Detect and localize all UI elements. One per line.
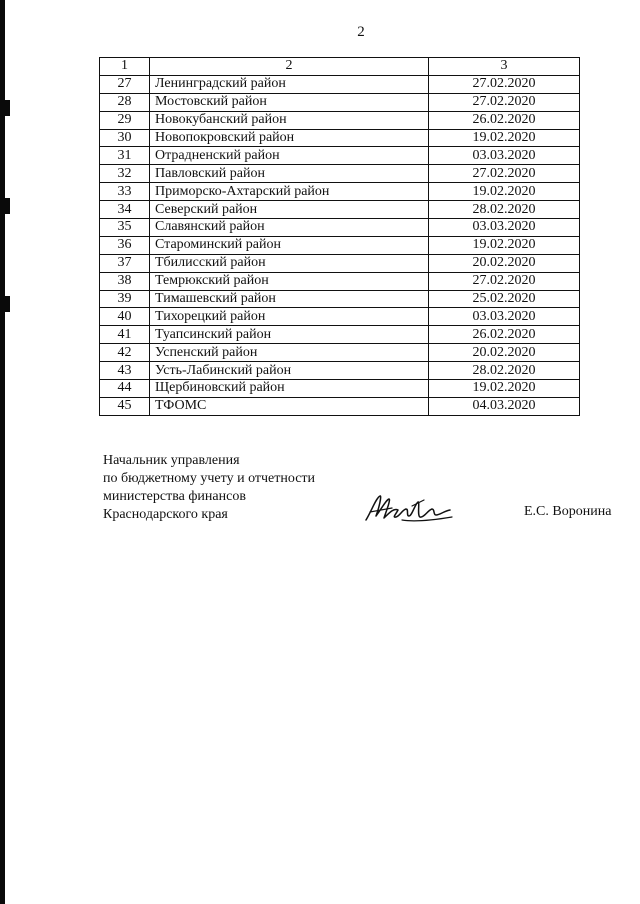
date-cell: 20.02.2020: [429, 254, 580, 272]
date-cell: 03.03.2020: [429, 219, 580, 237]
signer-name: Е.С. Воронина: [524, 504, 612, 519]
row-number-cell: 35: [100, 219, 150, 237]
row-number-cell: 28: [100, 93, 150, 111]
row-number-cell: 42: [100, 344, 150, 362]
row-number-cell: 27: [100, 75, 150, 93]
row-number-cell: 31: [100, 147, 150, 165]
row-number-cell: 36: [100, 236, 150, 254]
scan-edge-bar: [0, 0, 5, 904]
table-row: [100, 326, 580, 344]
district-name-cell: Темрюкский район: [150, 272, 429, 290]
row-number-cell: 34: [100, 201, 150, 219]
table-row: [100, 344, 580, 362]
district-name-cell: Новокубанский район: [150, 111, 429, 129]
table-row: [100, 380, 580, 398]
date-cell: 27.02.2020: [429, 272, 580, 290]
page-number: 2: [357, 24, 365, 40]
signature-title-line: по бюджетному учету и отчетности: [103, 471, 316, 486]
row-number-cell: 45: [100, 397, 150, 415]
district-name-cell: Славянский район: [150, 219, 429, 237]
signature-title-line: Начальник управления: [103, 453, 240, 468]
table-row: [100, 165, 580, 183]
table-header-cell: 3: [429, 58, 580, 76]
district-name-cell: Мостовский район: [150, 93, 429, 111]
district-name-cell: Туапсинский район: [150, 326, 429, 344]
district-name-cell: Щербиновский район: [150, 380, 429, 398]
district-name-cell: Усть-Лабинский район: [150, 362, 429, 380]
district-name-cell: Успенский район: [150, 344, 429, 362]
date-cell: 03.03.2020: [429, 147, 580, 165]
date-cell: 27.02.2020: [429, 165, 580, 183]
district-name-cell: Ленинградский район: [150, 75, 429, 93]
table-row: [100, 272, 580, 290]
row-number-cell: 41: [100, 326, 150, 344]
row-number-cell: 32: [100, 165, 150, 183]
district-name-cell: Павловский район: [150, 165, 429, 183]
table-row: [100, 236, 580, 254]
table-row: [100, 93, 580, 111]
date-cell: 19.02.2020: [429, 129, 580, 147]
table-row: [100, 147, 580, 165]
row-number-cell: 43: [100, 362, 150, 380]
district-name-cell: Северский район: [150, 201, 429, 219]
row-number-cell: 29: [100, 111, 150, 129]
row-number-cell: 37: [100, 254, 150, 272]
handwritten-signature: [362, 490, 457, 530]
district-name-cell: Тбилисский район: [150, 254, 429, 272]
table-row: [100, 362, 580, 380]
date-cell: 26.02.2020: [429, 326, 580, 344]
row-number-cell: 44: [100, 380, 150, 398]
district-name-cell: Отрадненский район: [150, 147, 429, 165]
table-row: [100, 290, 580, 308]
district-name-cell: Тихорецкий район: [150, 308, 429, 326]
table-row: [100, 308, 580, 326]
signature-title-line: Краснодарского края: [103, 507, 228, 522]
district-name-cell: Новопокровский район: [150, 129, 429, 147]
table-row: [100, 254, 580, 272]
table-header-row: [100, 58, 580, 76]
date-cell: 04.03.2020: [429, 397, 580, 415]
date-cell: 28.02.2020: [429, 362, 580, 380]
district-name-cell: ТФОМС: [150, 397, 429, 415]
signature-block: [103, 452, 315, 524]
row-number-cell: 33: [100, 183, 150, 201]
date-cell: 25.02.2020: [429, 290, 580, 308]
date-cell: 20.02.2020: [429, 344, 580, 362]
scan-edge-mark: [0, 198, 10, 214]
date-cell: 19.02.2020: [429, 183, 580, 201]
table-row: [100, 397, 580, 415]
signature-title-line: министерства финансов: [103, 489, 246, 504]
date-cell: 27.02.2020: [429, 75, 580, 93]
table-header-cell: 1: [100, 58, 150, 76]
table-row: [100, 75, 580, 93]
districts-table: [99, 57, 580, 416]
date-cell: 19.02.2020: [429, 236, 580, 254]
table-header-cell: 2: [150, 58, 429, 76]
row-number-cell: 40: [100, 308, 150, 326]
row-number-cell: 38: [100, 272, 150, 290]
date-cell: 26.02.2020: [429, 111, 580, 129]
district-name-cell: Староминский район: [150, 236, 429, 254]
table-row: [100, 111, 580, 129]
scan-edge-mark: [0, 296, 10, 312]
date-cell: 03.03.2020: [429, 308, 580, 326]
scan-edge-mark: [0, 100, 10, 116]
date-cell: 27.02.2020: [429, 93, 580, 111]
table-row: [100, 129, 580, 147]
row-number-cell: 39: [100, 290, 150, 308]
district-name-cell: Приморско-Ахтарский район: [150, 183, 429, 201]
date-cell: 28.02.2020: [429, 201, 580, 219]
table-row: [100, 183, 580, 201]
date-cell: 19.02.2020: [429, 380, 580, 398]
district-name-cell: Тимашевский район: [150, 290, 429, 308]
table-row: [100, 201, 580, 219]
table-row: [100, 219, 580, 237]
row-number-cell: 30: [100, 129, 150, 147]
